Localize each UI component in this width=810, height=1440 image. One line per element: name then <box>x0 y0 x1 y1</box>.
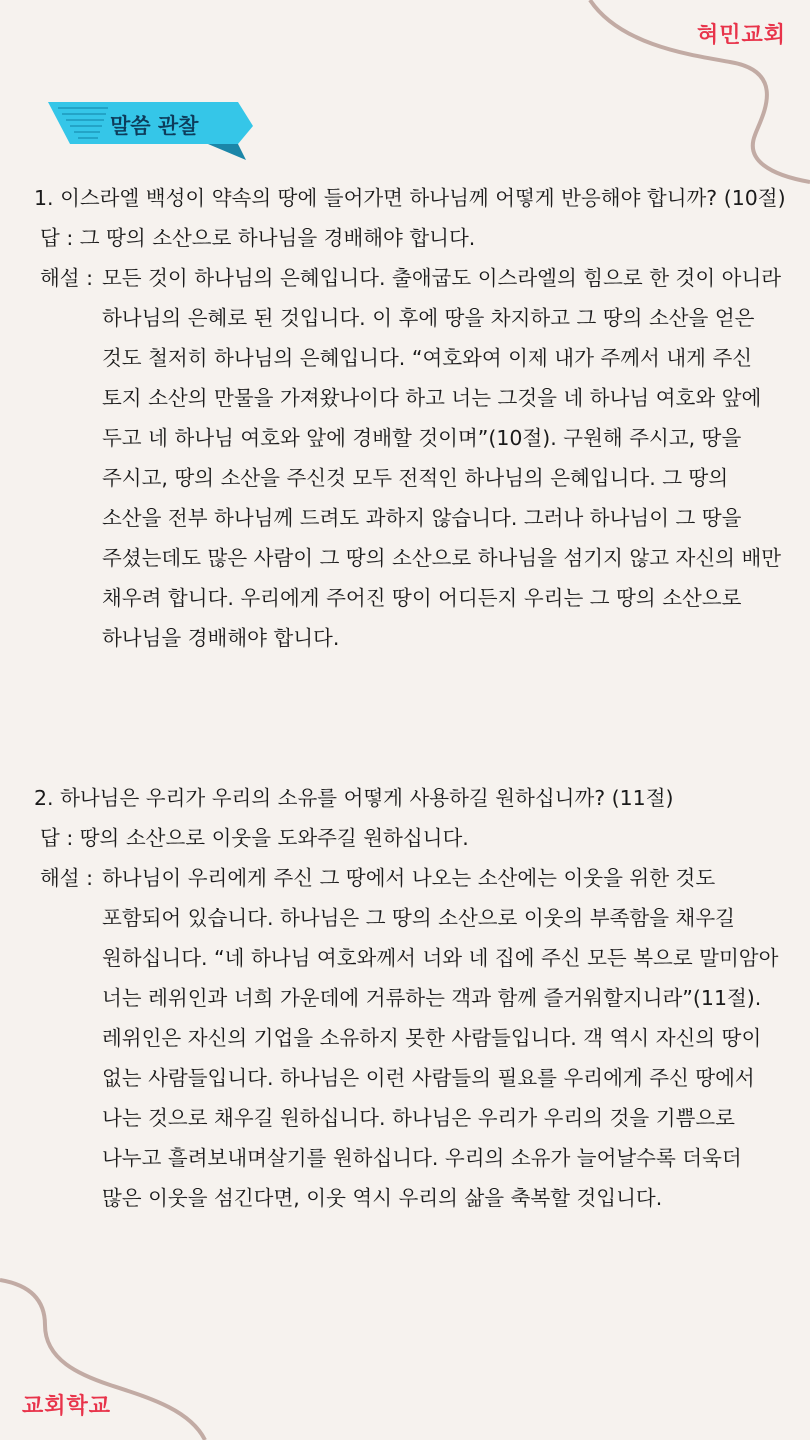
explanation-text: 하나님이 우리에게 주신 그 땅에서 나오는 소산에는 이웃을 위한 것도 포함되어 있습니다. 하나님은 그 땅의 소산으로 이웃의 부족함을 채우길 원하십니다. “네 하나님 여호와께서 너와 네 집에 주신 모든 복으로 말미암아 너는 레위인과 너희 가운데에 거류하는 객과 함께 즐거워할지니라”(11절). 레위인은 자신의 기업을 소유하지 못한 사람들입니다. 객 역시 자신의 땅이 없는 사람들입니다. 하나님은 이런 사람들의 필요를 우리에게 주신 땅에서 나는 것으로 채우길 원하십니다. 하나님은 우리가 우리의 것을 기쁨으로 나누고 흘려보내며살기를 원하십니다. 우리의 소유가 늘어날수록 더욱더 많은 이웃을 섬긴다면, 이웃 역시 우리의 삶을 축복할 것입니다. <box>102 866 779 1210</box>
question-1: 1. 이스라엘 백성이 약속의 땅에 들어가면 하나님께 어떻게 반응해야 합니까? (10절) <box>34 186 786 210</box>
church-logo-top: 혀민교회 <box>696 23 786 48</box>
answer-1 <box>40 218 794 258</box>
question-2: 2. 하나님은 우리가 우리의 소유를 어떻게 사용하길 원하십니까? (11절) <box>34 786 674 810</box>
answer-label: 답 : <box>40 226 80 250</box>
explanation-2 <box>40 858 794 1218</box>
explanation-label: 해설 : <box>40 266 94 290</box>
explanation-1 <box>40 258 794 658</box>
explanation-text: 모든 것이 하나님의 은혜입니다. 출애굽도 이스라엘의 힘으로 한 것이 아니라 하나님의 은혜로 된 것입니다. 이 후에 땅을 차지하고 그 땅의 소산을 얻은 것도 철저히 하나님의 은혜입니다. “여호와여 이제 내가 주께서 내게 주신 토지 소산의 만물을 가져왔나이다 하고 너는 그것을 네 하나님 여호와 앞에 두고 네 하나님 여호와 앞에 경배할 것이며”(10절). 구원해 주시고, 땅을 주시고, 땅의 소산을 주신것 모두 전적인 하나님의 은혜입니다. 그 땅의 소산을 전부 하나님께 드려도 과하지 않습니다. 그러나 하나님이 그 땅을 주셨는데도 많은 사람이 그 땅의 소산으로 하나님을 섬기지 않고 자신의 배만 채우려 합니다. 우리에게 주어진 땅이 어디든지 우리는 그 땅의 소산으로 하나님을 경배해야 합니다. <box>102 266 782 650</box>
section-tag <box>48 100 253 162</box>
answer-text: 그 땅의 소산으로 하나님을 경배해야 합니다. <box>79 226 476 250</box>
qa-item-2 <box>34 778 794 1218</box>
church-school-logo: 교회학교 <box>22 1394 112 1419</box>
section-title: 말씀 관찰 <box>110 114 199 138</box>
answer-2 <box>40 818 794 858</box>
answer-text: 땅의 소산으로 이웃을 도와주길 원하십니다. <box>79 826 469 850</box>
explanation-label: 해설 : <box>40 866 94 890</box>
answer-label: 답 : <box>40 826 80 850</box>
qa-item-1 <box>34 178 794 658</box>
